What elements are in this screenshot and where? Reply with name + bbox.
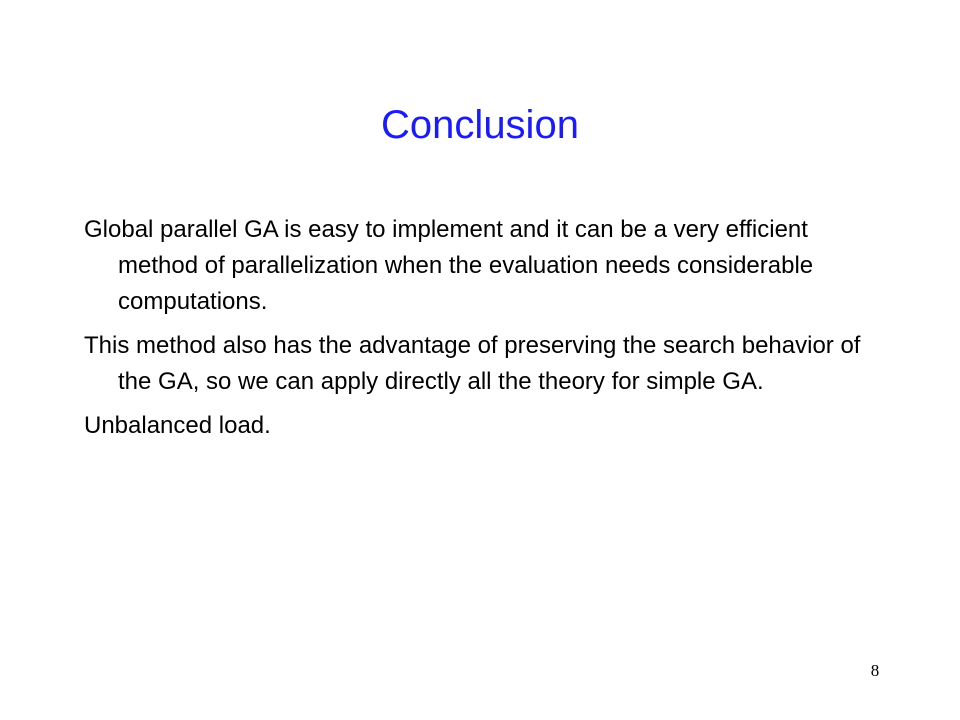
slide-body	[84, 212, 884, 452]
body-paragraph-2: This method also has the advantage of preserving the search behavior of the GA, so we can apply directly all the theory for simple GA.	[84, 332, 861, 395]
page-number: 8	[870, 661, 880, 680]
body-paragraph-3: Unbalanced load.	[84, 412, 271, 439]
body-paragraph-1: Global parallel GA is easy to implement and it can be a very efficient method of parallelization when the evaluation needs considerable computations.	[84, 216, 814, 315]
slide-title: Conclusion	[381, 103, 579, 147]
